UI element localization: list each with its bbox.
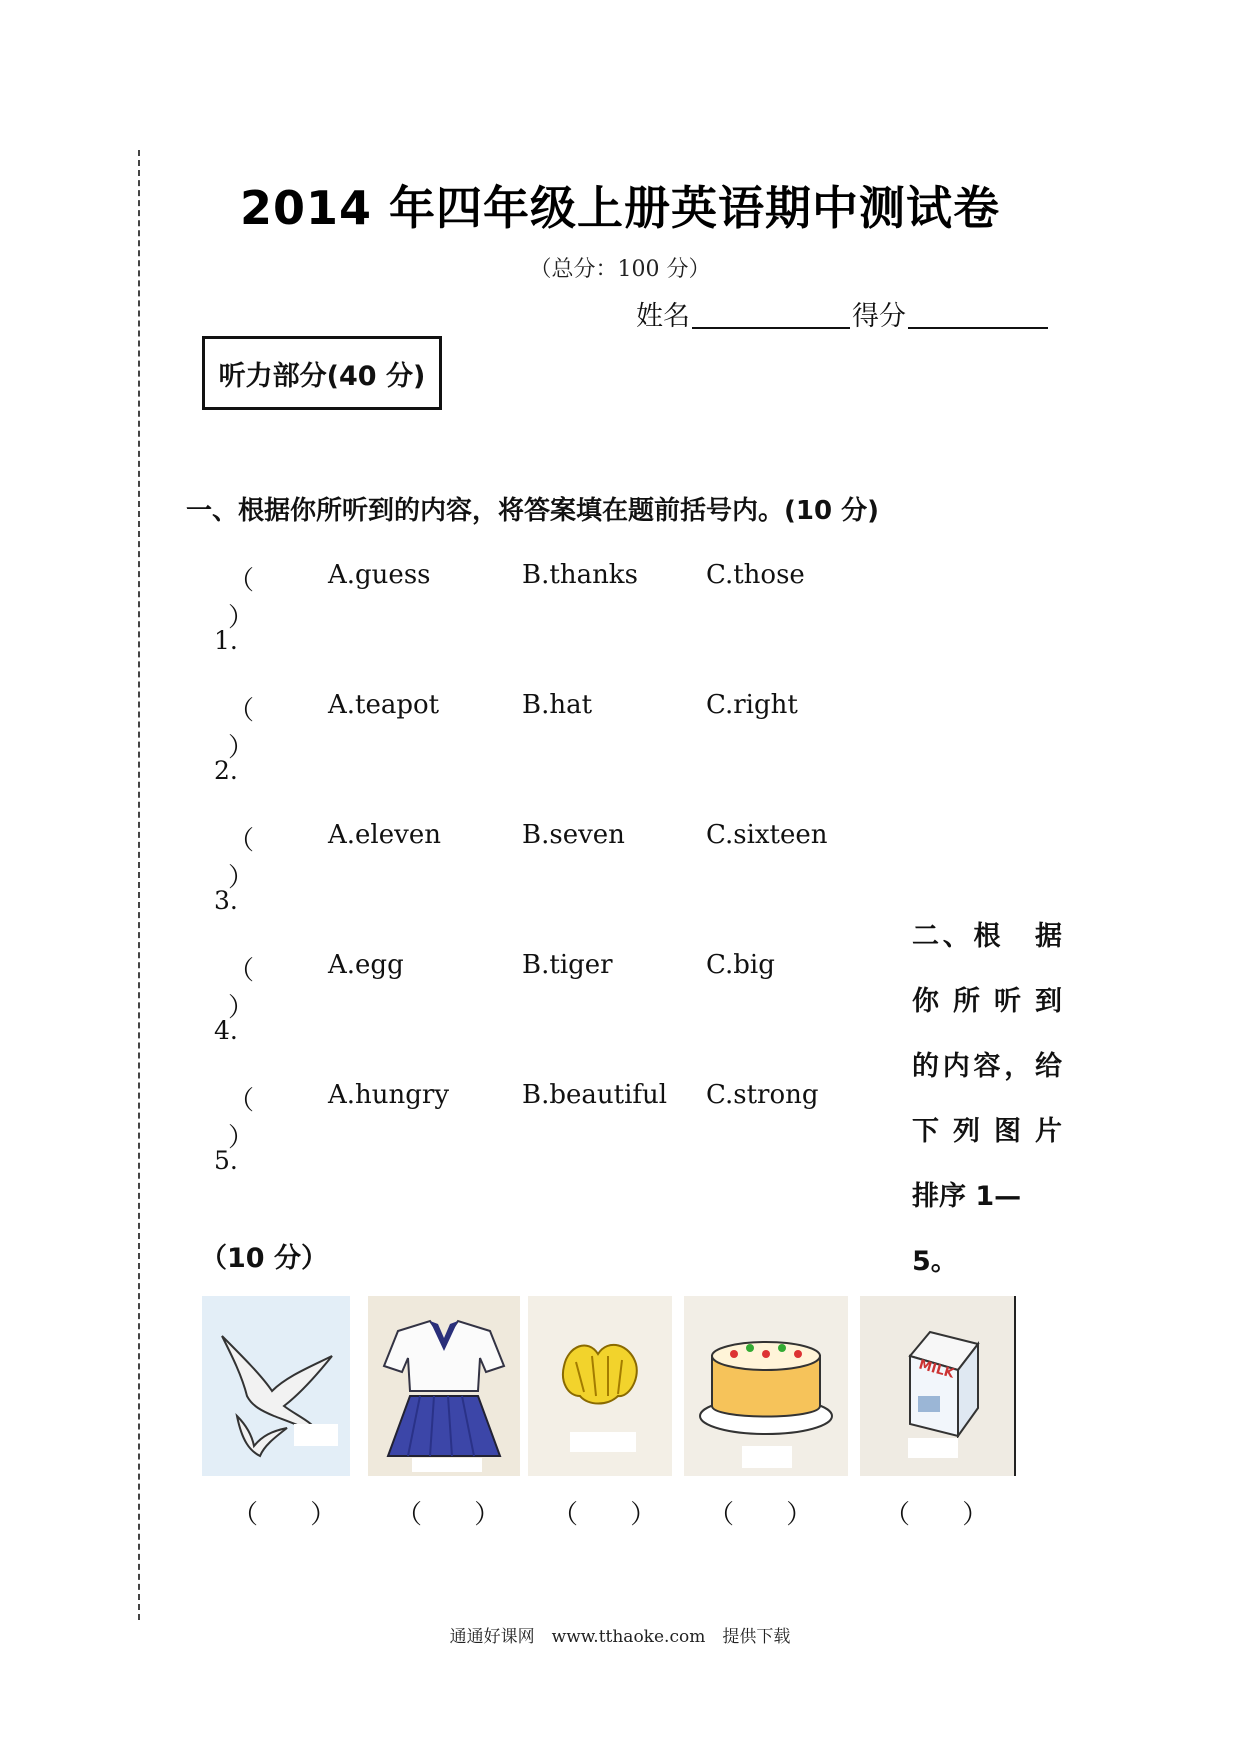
name-score-bar xyxy=(636,294,1050,333)
q1-item-number: 3. xyxy=(214,886,238,915)
answer-paren[interactable]: （ ） xyxy=(228,956,279,1023)
option-b: B.tiger xyxy=(522,950,613,980)
option-b: B.seven xyxy=(522,820,625,850)
picture-cake xyxy=(684,1296,848,1476)
exam-title: 2014 年四年级上册英语期中测试卷 xyxy=(239,181,1001,235)
score-blank[interactable] xyxy=(908,299,1048,329)
listening-section-box xyxy=(202,336,442,410)
option-a: A.egg xyxy=(328,950,404,980)
answer-paren[interactable]: （ ） xyxy=(228,566,279,633)
option-a: A.guess xyxy=(328,560,431,590)
q2-instruction-line: 下列图片 xyxy=(912,1116,1062,1147)
binding-margin-line xyxy=(138,150,140,1620)
picture-answer-paren[interactable]: （ ） xyxy=(884,1500,1011,1530)
section-label: 听力部分(40 分) xyxy=(218,360,426,392)
option-a: A.hungry xyxy=(328,1080,450,1110)
cake-icon xyxy=(684,1296,848,1476)
option-c: C.big xyxy=(706,950,775,980)
picture-answer-paren[interactable]: （ ） xyxy=(708,1500,835,1530)
q2-instruction-line: 你所听到 xyxy=(912,986,1062,1017)
picture-school-uniform xyxy=(368,1296,520,1476)
option-a: A.teapot xyxy=(328,690,440,720)
answer-paren[interactable]: （ ） xyxy=(228,696,279,763)
question-1-instruction: 一、根据你所听到的内容，将答案填在题前括号内。(10 分) xyxy=(186,496,879,526)
score-label: 得分 xyxy=(852,301,906,332)
option-b: B.thanks xyxy=(522,560,638,590)
picture-birds xyxy=(202,1296,350,1476)
birds-icon xyxy=(202,1296,350,1476)
name-label: 姓名 xyxy=(636,301,690,332)
q2-instruction-line: 排序 1—5。 xyxy=(912,1181,1022,1277)
option-b: B.beautiful xyxy=(522,1080,668,1110)
footer-text: 通通好课网 www.tthaoke.com 提供下载 xyxy=(449,1627,791,1647)
q2-instruction-line: 二、根 据 xyxy=(912,921,1062,952)
question-2-score: （10 分） xyxy=(200,1243,328,1274)
picture-dumplings xyxy=(528,1296,672,1476)
option-b: B.hat xyxy=(522,690,593,720)
milk-label: MILK xyxy=(916,1357,956,1382)
picture-answer-paren[interactable]: （ ） xyxy=(552,1500,679,1530)
question-2-instruction xyxy=(912,904,1062,1294)
option-c: C.sixteen xyxy=(706,820,828,850)
picture-milk xyxy=(860,1296,1016,1476)
name-blank[interactable] xyxy=(692,299,850,329)
milk-carton-icon xyxy=(860,1296,1014,1476)
answer-paren[interactable]: （ ） xyxy=(228,1086,279,1153)
answer-paren[interactable]: （ ） xyxy=(228,826,279,893)
option-c: C.right xyxy=(706,690,798,720)
q1-item-number: 4. xyxy=(214,1016,238,1045)
q1-item-number: 1. xyxy=(214,626,238,655)
option-c: C.those xyxy=(706,560,805,590)
option-a: A.eleven xyxy=(328,820,441,850)
q1-item-number: 2. xyxy=(214,756,238,785)
q2-instruction-line: 的内容，给 xyxy=(912,1051,1062,1082)
school-uniform-icon xyxy=(368,1296,520,1476)
picture-answer-paren[interactable]: （ ） xyxy=(396,1500,523,1530)
option-c: C.strong xyxy=(706,1080,819,1110)
total-score: （总分：100 分） xyxy=(529,257,711,282)
q1-item-number: 5. xyxy=(214,1146,238,1175)
dumplings-icon xyxy=(528,1296,672,1476)
picture-answer-paren[interactable]: （ ） xyxy=(232,1500,359,1530)
